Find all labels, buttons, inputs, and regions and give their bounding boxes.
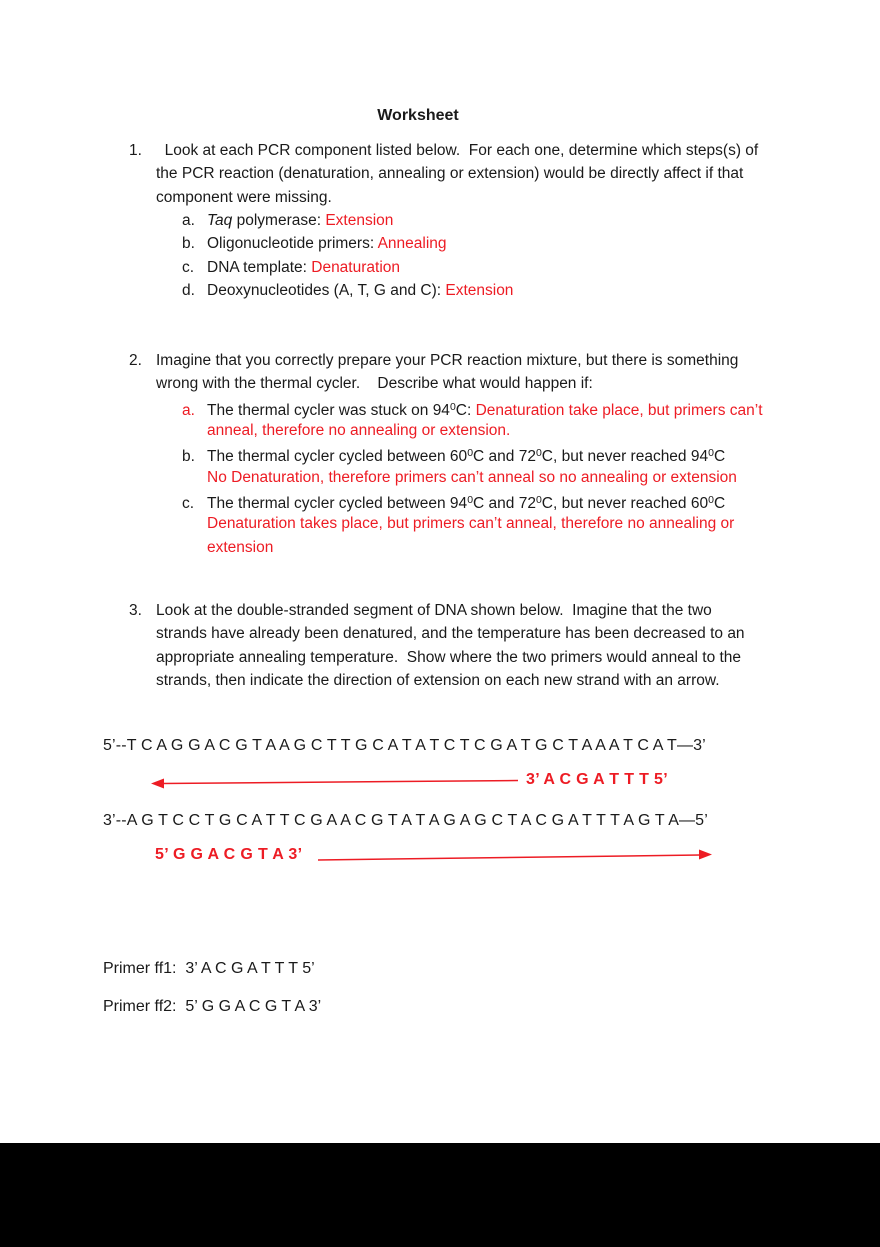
list-marker: 2. bbox=[129, 352, 142, 369]
list-marker: d. bbox=[182, 281, 195, 299]
text-line: No Denaturation, therefore primers can’t anneal so no annealing or extension bbox=[207, 468, 737, 486]
primer-ff2-line: Primer ff2: 5’ G G A C G T A 3’ bbox=[103, 998, 322, 1015]
list-marker: c. bbox=[182, 494, 195, 512]
text-line: Denaturation takes place, but primers can’t anneal, therefore no annealing or bbox=[207, 515, 735, 533]
primer-ff1-extension-arrow-icon bbox=[150, 775, 522, 791]
list-marker: 3. bbox=[129, 602, 142, 619]
text-line: a. Taq polymerase: Extension bbox=[0, 209, 880, 232]
primer-ff1-line: Primer ff1: 3’ A C G A T T T 5’ bbox=[103, 960, 315, 977]
primer-ff2-extension-arrow-icon bbox=[316, 848, 714, 864]
list-marker: b. bbox=[182, 235, 195, 253]
page-title: Worksheet bbox=[377, 107, 459, 124]
bottom-black-bar bbox=[0, 1143, 880, 1247]
question-3 bbox=[0, 599, 880, 692]
question-2 bbox=[0, 349, 880, 559]
text-line: b. The thermal cycler cycled between $60^0C$ and $72^0C$, but never reached $94^0C$ bbox=[0, 442, 880, 465]
text-line: the PCR reaction (denaturation, annealing or extension) would be directly affect if that bbox=[156, 165, 744, 183]
text-line: 3. Look at the double-stranded segment of DNA shown below. Imagine that the two bbox=[0, 599, 880, 622]
text-line: b. Oligonucleotide primers: Annealing bbox=[0, 232, 880, 255]
text-line: a. The thermal cycler was stuck on $94^0C$: Denaturation take place, but primers can’t bbox=[0, 396, 880, 419]
text-line: d. Deoxynucleotides (A, T, G and C): Extension bbox=[0, 279, 880, 302]
text-line: strands have already been denatured, and the temperature has been decreased to an bbox=[156, 625, 745, 643]
primer-ff2-annotation: 5’ G G A C G T A 3’ bbox=[155, 846, 303, 863]
text-line: c. The thermal cycler cycled between $94^0C$ and $72^0C$, but never reached $60^0C$ bbox=[0, 489, 880, 512]
text-line: 2. Imagine that you correctly prepare your PCR reaction mixture, but there is something bbox=[0, 349, 880, 372]
text-line: appropriate annealing temperature. Show where the two primers would anneal to the bbox=[156, 648, 742, 666]
text-line: anneal, therefore no annealing or extension. bbox=[207, 421, 511, 439]
question-1 bbox=[0, 139, 880, 302]
list-marker: c. bbox=[182, 258, 195, 276]
list-marker: b. bbox=[182, 448, 195, 466]
list-marker: 1. bbox=[129, 142, 142, 159]
list-marker: a. bbox=[182, 401, 195, 419]
text-line: c. DNA template: Denaturation bbox=[0, 256, 880, 279]
text-line: component were missing. bbox=[156, 188, 332, 206]
list-marker: a. bbox=[182, 211, 195, 229]
dna-strand-top: 5’--T C A G G A C G T A A G C T T G C A T A T C T C G A T G C T A A A T C A T—3’ bbox=[103, 737, 706, 754]
text-line: strands, then indicate the direction of extension on each new strand with an arrow. bbox=[156, 671, 720, 689]
text-line: extension bbox=[207, 538, 274, 556]
primer-ff1-annotation: 3’ A C G A T T T 5’ bbox=[526, 771, 669, 788]
text-line: wrong with the thermal cycler. Describe what would happen if: bbox=[156, 375, 593, 393]
text-line: 1. Look at each PCR component listed below. For each one, determine which steps(s) of bbox=[0, 139, 880, 162]
dna-strand-bottom: 3’--A G T C C T G C A T T C G A A C G T A T A G A G C T A C G A T T T A G T A—5’ bbox=[103, 812, 708, 829]
